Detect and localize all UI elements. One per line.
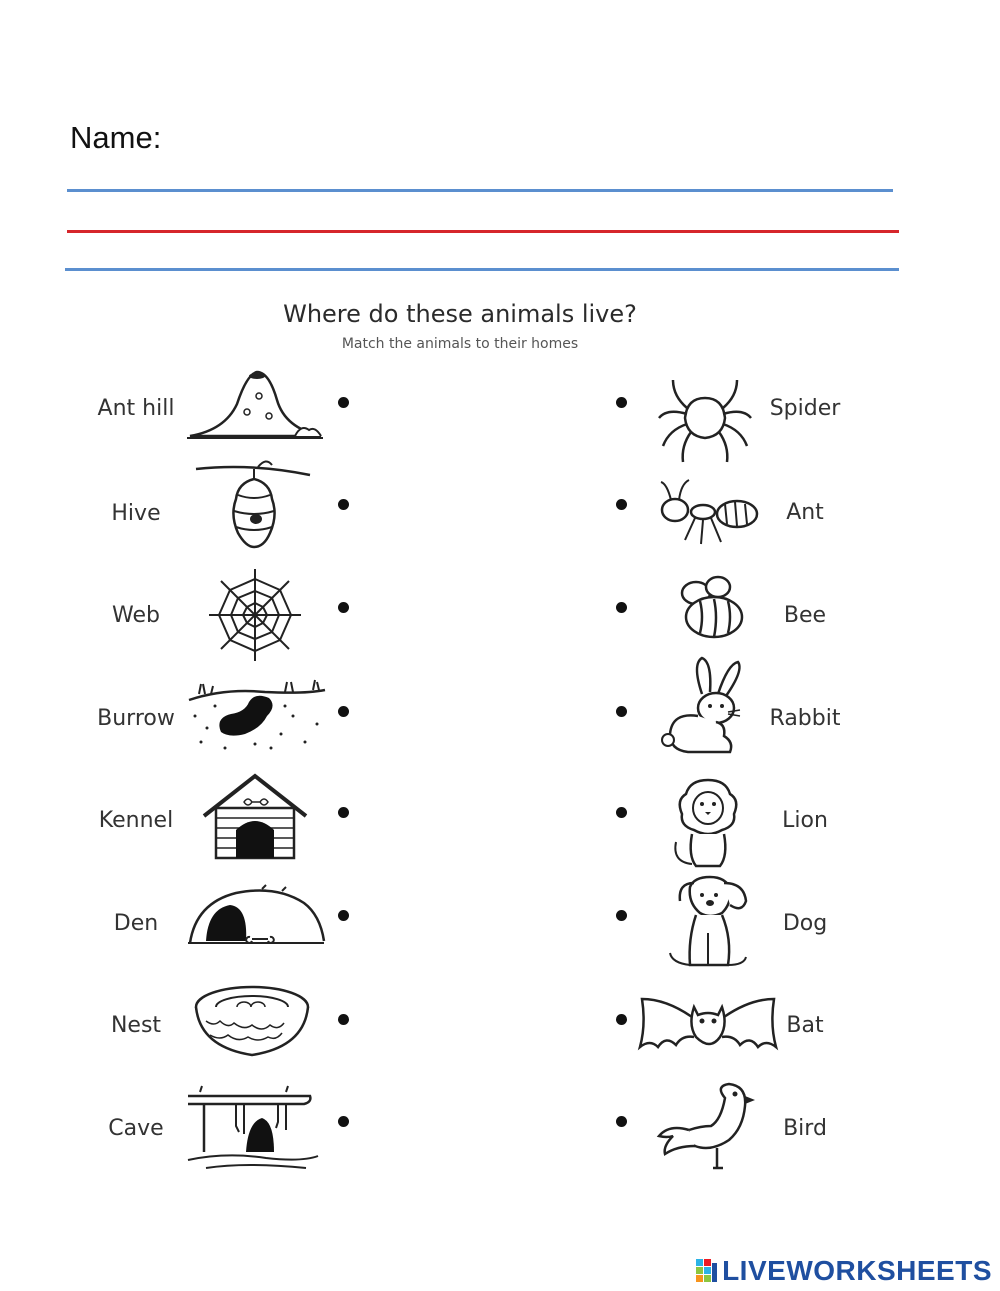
den-icon (186, 883, 326, 949)
animal-label-bee: Bee (783, 603, 827, 628)
match-row (0, 883, 1000, 983)
home-match-dot[interactable] (338, 397, 349, 408)
animal-label-bat: Bat (786, 1013, 824, 1038)
home-label-web: Web (112, 603, 160, 628)
nest-icon (190, 977, 315, 1065)
writing-line-top (67, 189, 893, 192)
animal-label-ant: Ant (786, 500, 824, 525)
bird-icon (655, 1080, 755, 1176)
match-row (0, 370, 1000, 470)
match-row (0, 1088, 1000, 1188)
home-label-kennel: Kennel (98, 808, 174, 833)
home-label-nest: Nest (110, 1013, 162, 1038)
kennel-icon (200, 772, 310, 862)
liveworksheets-logo-icon (696, 1259, 718, 1283)
ant-icon (655, 478, 765, 553)
name-label: Name: (70, 120, 162, 155)
spider-web-icon (205, 567, 305, 663)
home-match-dot[interactable] (338, 910, 349, 921)
bee-icon (670, 571, 750, 643)
animal-label-lion: Lion (782, 808, 828, 833)
animal-match-dot[interactable] (616, 807, 627, 818)
beehive-icon (192, 459, 312, 554)
animal-match-dot[interactable] (616, 706, 627, 717)
home-match-dot[interactable] (338, 807, 349, 818)
writing-line-middle (67, 230, 899, 233)
burrow-icon (185, 672, 330, 752)
animal-match-dot[interactable] (616, 1014, 627, 1025)
ant-hill-icon (185, 370, 325, 442)
home-label-ant-hill: Ant hill (97, 396, 175, 421)
worksheet-subtitle: Match the animals to their homes (341, 336, 579, 352)
brand-name: LIVEWORKSHEETS (722, 1255, 992, 1286)
animal-label-rabbit: Rabbit (769, 706, 841, 731)
writing-line-bottom (65, 268, 899, 271)
home-match-dot[interactable] (338, 499, 349, 510)
lion-icon (668, 776, 748, 872)
animal-label-dog: Dog (782, 911, 828, 936)
dog-icon (664, 873, 754, 973)
home-label-burrow: Burrow (97, 706, 175, 731)
worksheet-title: Where do these animals live? (283, 300, 637, 328)
rabbit-icon (658, 654, 758, 758)
match-row (0, 678, 1000, 778)
home-label-hive: Hive (111, 501, 161, 526)
home-match-dot[interactable] (338, 706, 349, 717)
animal-match-dot[interactable] (616, 1116, 627, 1127)
animal-label-bird: Bird (783, 1116, 827, 1141)
home-label-cave: Cave (108, 1116, 164, 1141)
home-label-den: Den (113, 911, 159, 936)
liveworksheets-brand (696, 1255, 992, 1287)
home-match-dot[interactable] (338, 1116, 349, 1127)
spider-icon (655, 374, 755, 464)
animal-label-spider: Spider (769, 396, 841, 421)
match-row (0, 473, 1000, 573)
match-row (0, 780, 1000, 880)
animal-match-dot[interactable] (616, 499, 627, 510)
animal-match-dot[interactable] (616, 910, 627, 921)
animal-match-dot[interactable] (616, 602, 627, 613)
match-row (0, 575, 1000, 675)
home-match-dot[interactable] (338, 1014, 349, 1025)
animal-match-dot[interactable] (616, 397, 627, 408)
match-row (0, 985, 1000, 1085)
home-match-dot[interactable] (338, 602, 349, 613)
cave-icon (186, 1082, 321, 1172)
